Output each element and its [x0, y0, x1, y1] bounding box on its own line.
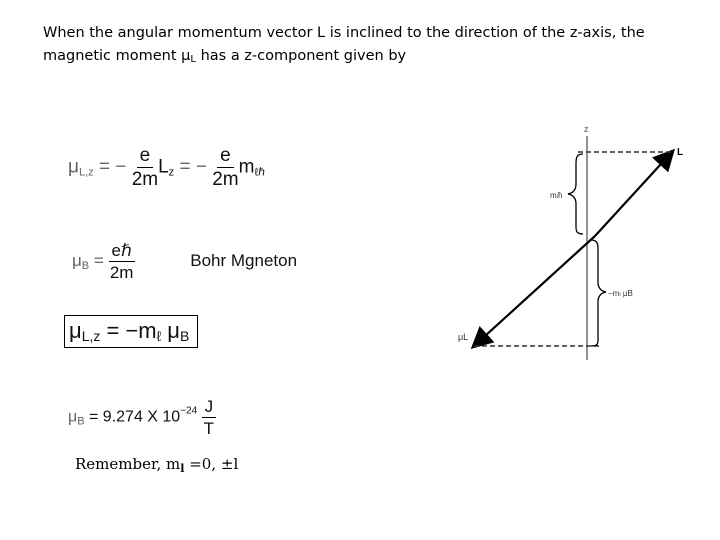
equation-mu-b-value: [68, 398, 216, 437]
intro-paragraph: [43, 22, 675, 71]
intro-mu-symbol: μ: [181, 48, 191, 64]
eq3-ml-sub: ℓ: [156, 328, 162, 344]
intro-line-1: When the angular momentum vector L is inclined to the direction of the z-axis, the: [43, 25, 645, 41]
eq2-fraction: [109, 242, 135, 281]
eq1-term-2-tail: ℓℏ: [254, 166, 265, 179]
eq1-equals-2: = −: [179, 156, 207, 178]
remember-sub: l: [180, 462, 185, 475]
vector-diagram: [440, 118, 700, 368]
lower-brace: [591, 240, 606, 346]
eq4-unit-num: J: [202, 398, 217, 418]
eq1-term-2: m: [238, 156, 255, 178]
intro-mu-sub: L: [190, 54, 196, 65]
eq1-lhs-symbol: μ: [68, 156, 79, 178]
z-axis-label: z: [584, 124, 589, 134]
equation-mu-lz-boxed: [64, 318, 198, 344]
eq4-lhs-symbol: μ: [68, 408, 78, 426]
eq4-unit-den: T: [203, 419, 215, 438]
intro-line-2-post: has a z-component given by: [195, 48, 407, 64]
remember-note: [75, 455, 238, 475]
eq3-equals: = −m: [106, 318, 157, 343]
eq4-exponent: −24: [180, 405, 198, 417]
eq1-term-1: L: [158, 156, 169, 178]
eq3-lhs-sub: L,z: [81, 328, 101, 344]
intro-line-2-pre: magnetic moment: [43, 48, 182, 64]
eq4-lhs-sub: B: [77, 415, 85, 428]
eq1-fraction-2: [212, 146, 238, 189]
eq1-term-1-sub: z: [168, 166, 175, 179]
eq2-label: Bohr Mgneton: [190, 250, 298, 270]
remember-prefix: Remember, m: [75, 455, 181, 473]
eq1-frac2-num: e: [217, 146, 234, 168]
mu-l-label: μL: [458, 332, 469, 342]
eq1-equals-1: = −: [98, 156, 127, 178]
eq3-box: [64, 315, 198, 348]
eq3-rhs-symbol: μ: [167, 318, 180, 343]
eq3-lhs-symbol: μ: [69, 318, 82, 343]
eq4-value: = 9.274 X 10: [89, 408, 181, 426]
upper-brace: [568, 154, 583, 234]
lower-brace-label: −mₗ μB: [608, 289, 633, 298]
eq2-equals: =: [93, 250, 104, 270]
eq2-frac-den: 2m: [109, 263, 134, 282]
eq2-frac-num: eℏ: [109, 242, 135, 262]
eq1-lhs-sub: L,z: [78, 166, 94, 179]
equation-bohr-magneton: [72, 242, 297, 281]
eq1-fraction-1: [132, 146, 158, 189]
eq1-frac1-num: e: [137, 146, 154, 168]
upper-brace-label: mₗħ: [550, 191, 563, 200]
eq3-rhs-sub: B: [179, 328, 190, 344]
vector-mu-l: [474, 236, 595, 346]
remember-suffix: =0, ±l: [184, 455, 239, 473]
vector-l: [595, 152, 672, 236]
eq2-lhs-sub: B: [81, 259, 90, 272]
eq1-frac1-den: 2m: [131, 169, 159, 190]
eq2-lhs-symbol: μ: [72, 250, 82, 270]
eq1-frac2-den: 2m: [212, 169, 239, 190]
eq4-unit-fraction: [202, 398, 217, 437]
vector-l-label: L: [677, 147, 684, 158]
equation-mu-lz: [68, 146, 265, 189]
